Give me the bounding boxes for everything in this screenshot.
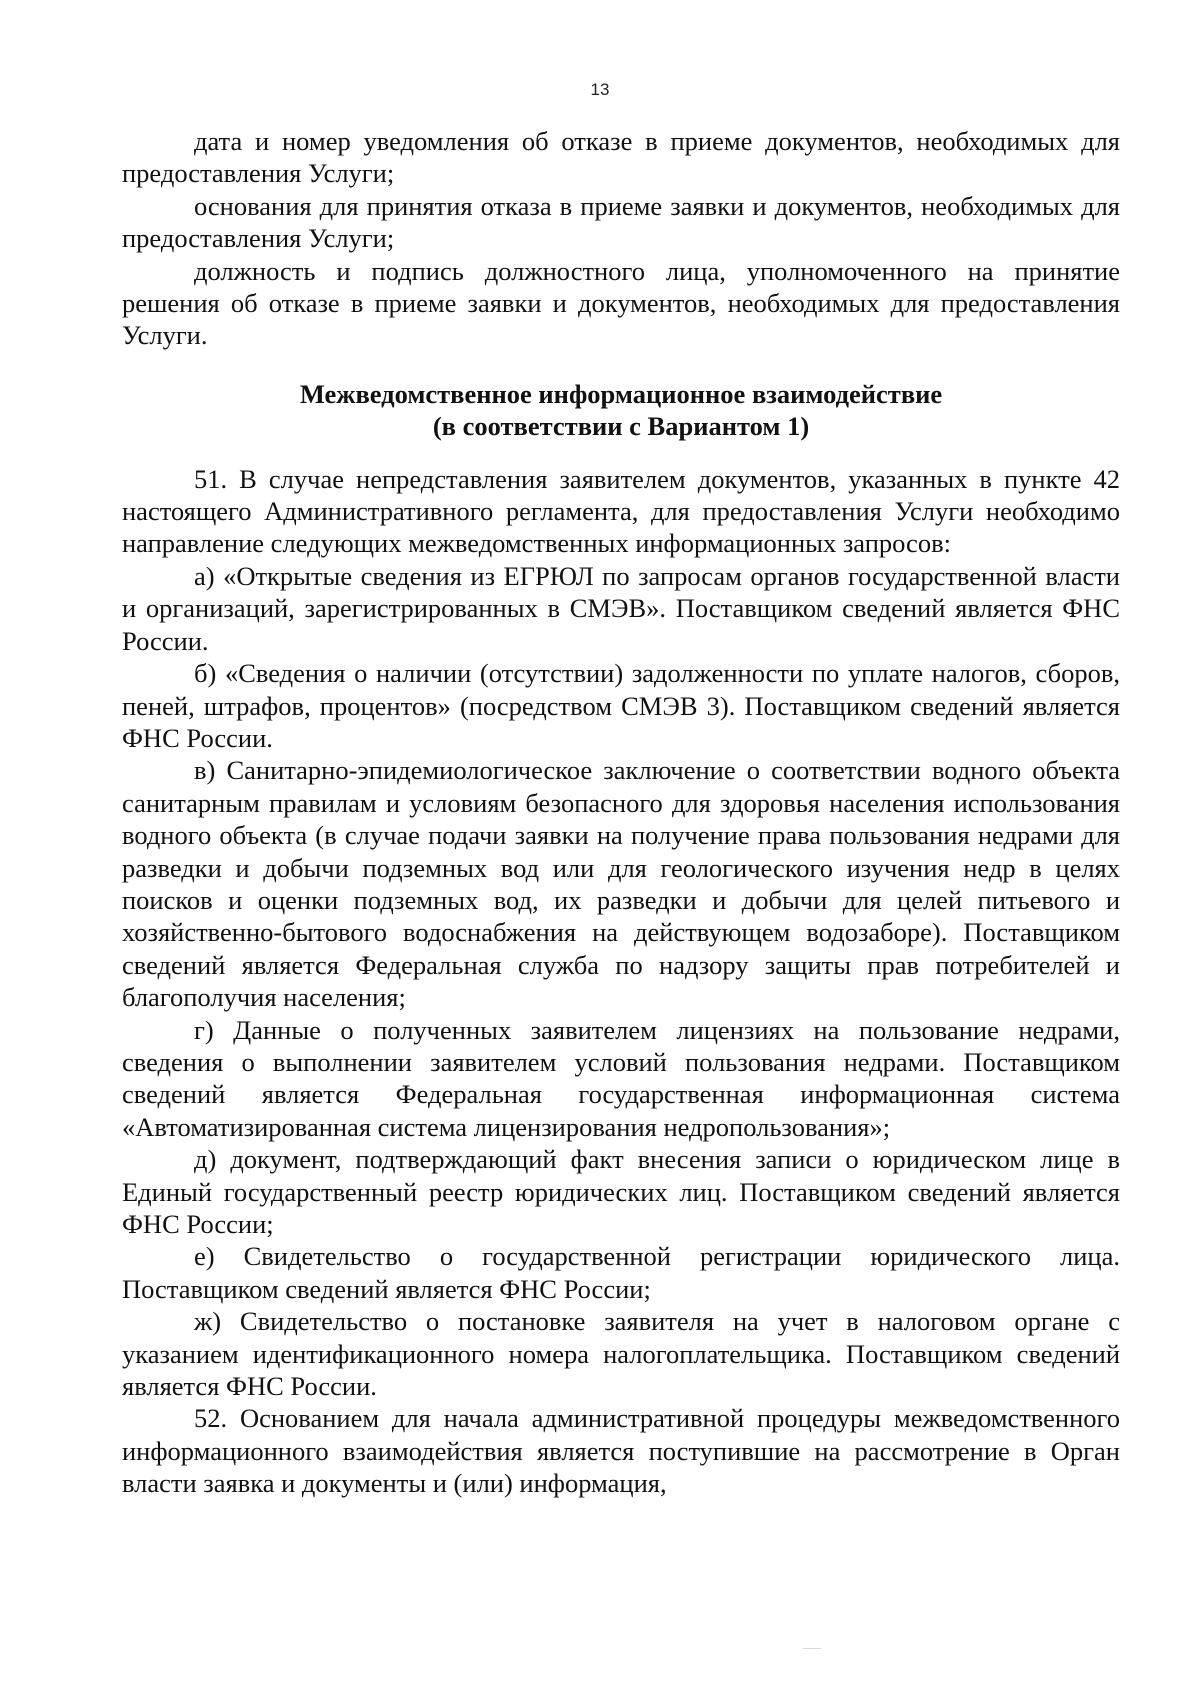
paragraph-51: 51. В случае непредставления заявителем документов, указанных в пункте 42 настоящего Административного регламента, для предоставления Услуги необходимо направление следующих межведомственных информационных запросов: xyxy=(122,463,1120,559)
paragraph-official-signature: должность и подпись должностного лица, уполномоченного на принятие решения об отказе в приеме заявки и документов, необходимых для предоставления Услуги. xyxy=(122,255,1120,351)
list-item-b: б) «Сведения о наличии (отсутствии) задолженности по уплате налогов, сборов, пеней, штрафов, процентов» (посредством СМЭВ 3). Поставщиком сведений является ФНС России. xyxy=(122,658,1120,753)
scan-mark xyxy=(803,1648,821,1649)
section-heading-line-2: (в соответствии с Вариантом 1) xyxy=(432,411,810,442)
list-item-g: г) Данные о полученных заявителем лицензиях на пользование недрами, сведения о выполнении заявителем условий пользования недрами. Поставщиком сведений является Федеральная государственная информационная система «Автоматизированная система лицензирования недропользования»; xyxy=(122,1014,1120,1142)
list-item-d: д) документ, подтверждающий факт внесения записи о юридическом лице в Единый государственный реестр юридических лиц. Поставщиком сведений является ФНС России; xyxy=(122,1144,1120,1239)
paragraph-notice-date: дата и номер уведомления об отказе в приеме документов, необходимых для предоставления Услуги; xyxy=(122,126,1120,189)
list-item-a: а) «Открытые сведения из ЕГРЮЛ по запросам органов государственной власти и организаций, зарегистрированных в СМЭВ». Поставщиком сведений является ФНС России. xyxy=(122,560,1120,656)
document-body xyxy=(122,125,1120,1500)
page-number: 13 xyxy=(590,80,610,99)
section-heading xyxy=(122,378,1120,443)
list-item-e: е) Свидетельство о государственной регистрации юридического лица. Поставщиком сведений является ФНС России; xyxy=(122,1241,1120,1304)
list-item-v: в) Санитарно-эпидемиологическое заключение о соответствии водного объекта санитарным правилам и условиям безопасного для здоровья населения использования водного объекта (в случае подачи заявки на получение права пользования недрами для разведки и добычи подземных вод или для геологического изучения недр в целях поисков и оценки подземных вод, их разведки и добычи для целей питьевого и хозяйственно-бытового водоснабжения на действующем водозаборе). Поставщиком сведений является Федеральная служба по надзору защиты прав потребителей и благополучия населения; xyxy=(122,755,1120,1013)
paragraph-52: 52. Основанием для начала административной процедуры межведомственного информационного взаимодействия является поступившие на рассмотрение в Орган власти заявка и документы и (или) информация, xyxy=(122,1403,1120,1499)
paragraph-refusal-grounds: основания для принятия отказа в приеме заявки и документов, необходимых для предоставления Услуги; xyxy=(122,190,1120,254)
section-heading-line-1: Межведомственное информационное взаимодействие xyxy=(299,378,943,409)
list-item-zh: ж) Свидетельство о постановке заявителя на учет в налоговом органе с указанием идентификационного номера налогоплательщика. Поставщиком сведений является ФНС России. xyxy=(122,1306,1120,1402)
